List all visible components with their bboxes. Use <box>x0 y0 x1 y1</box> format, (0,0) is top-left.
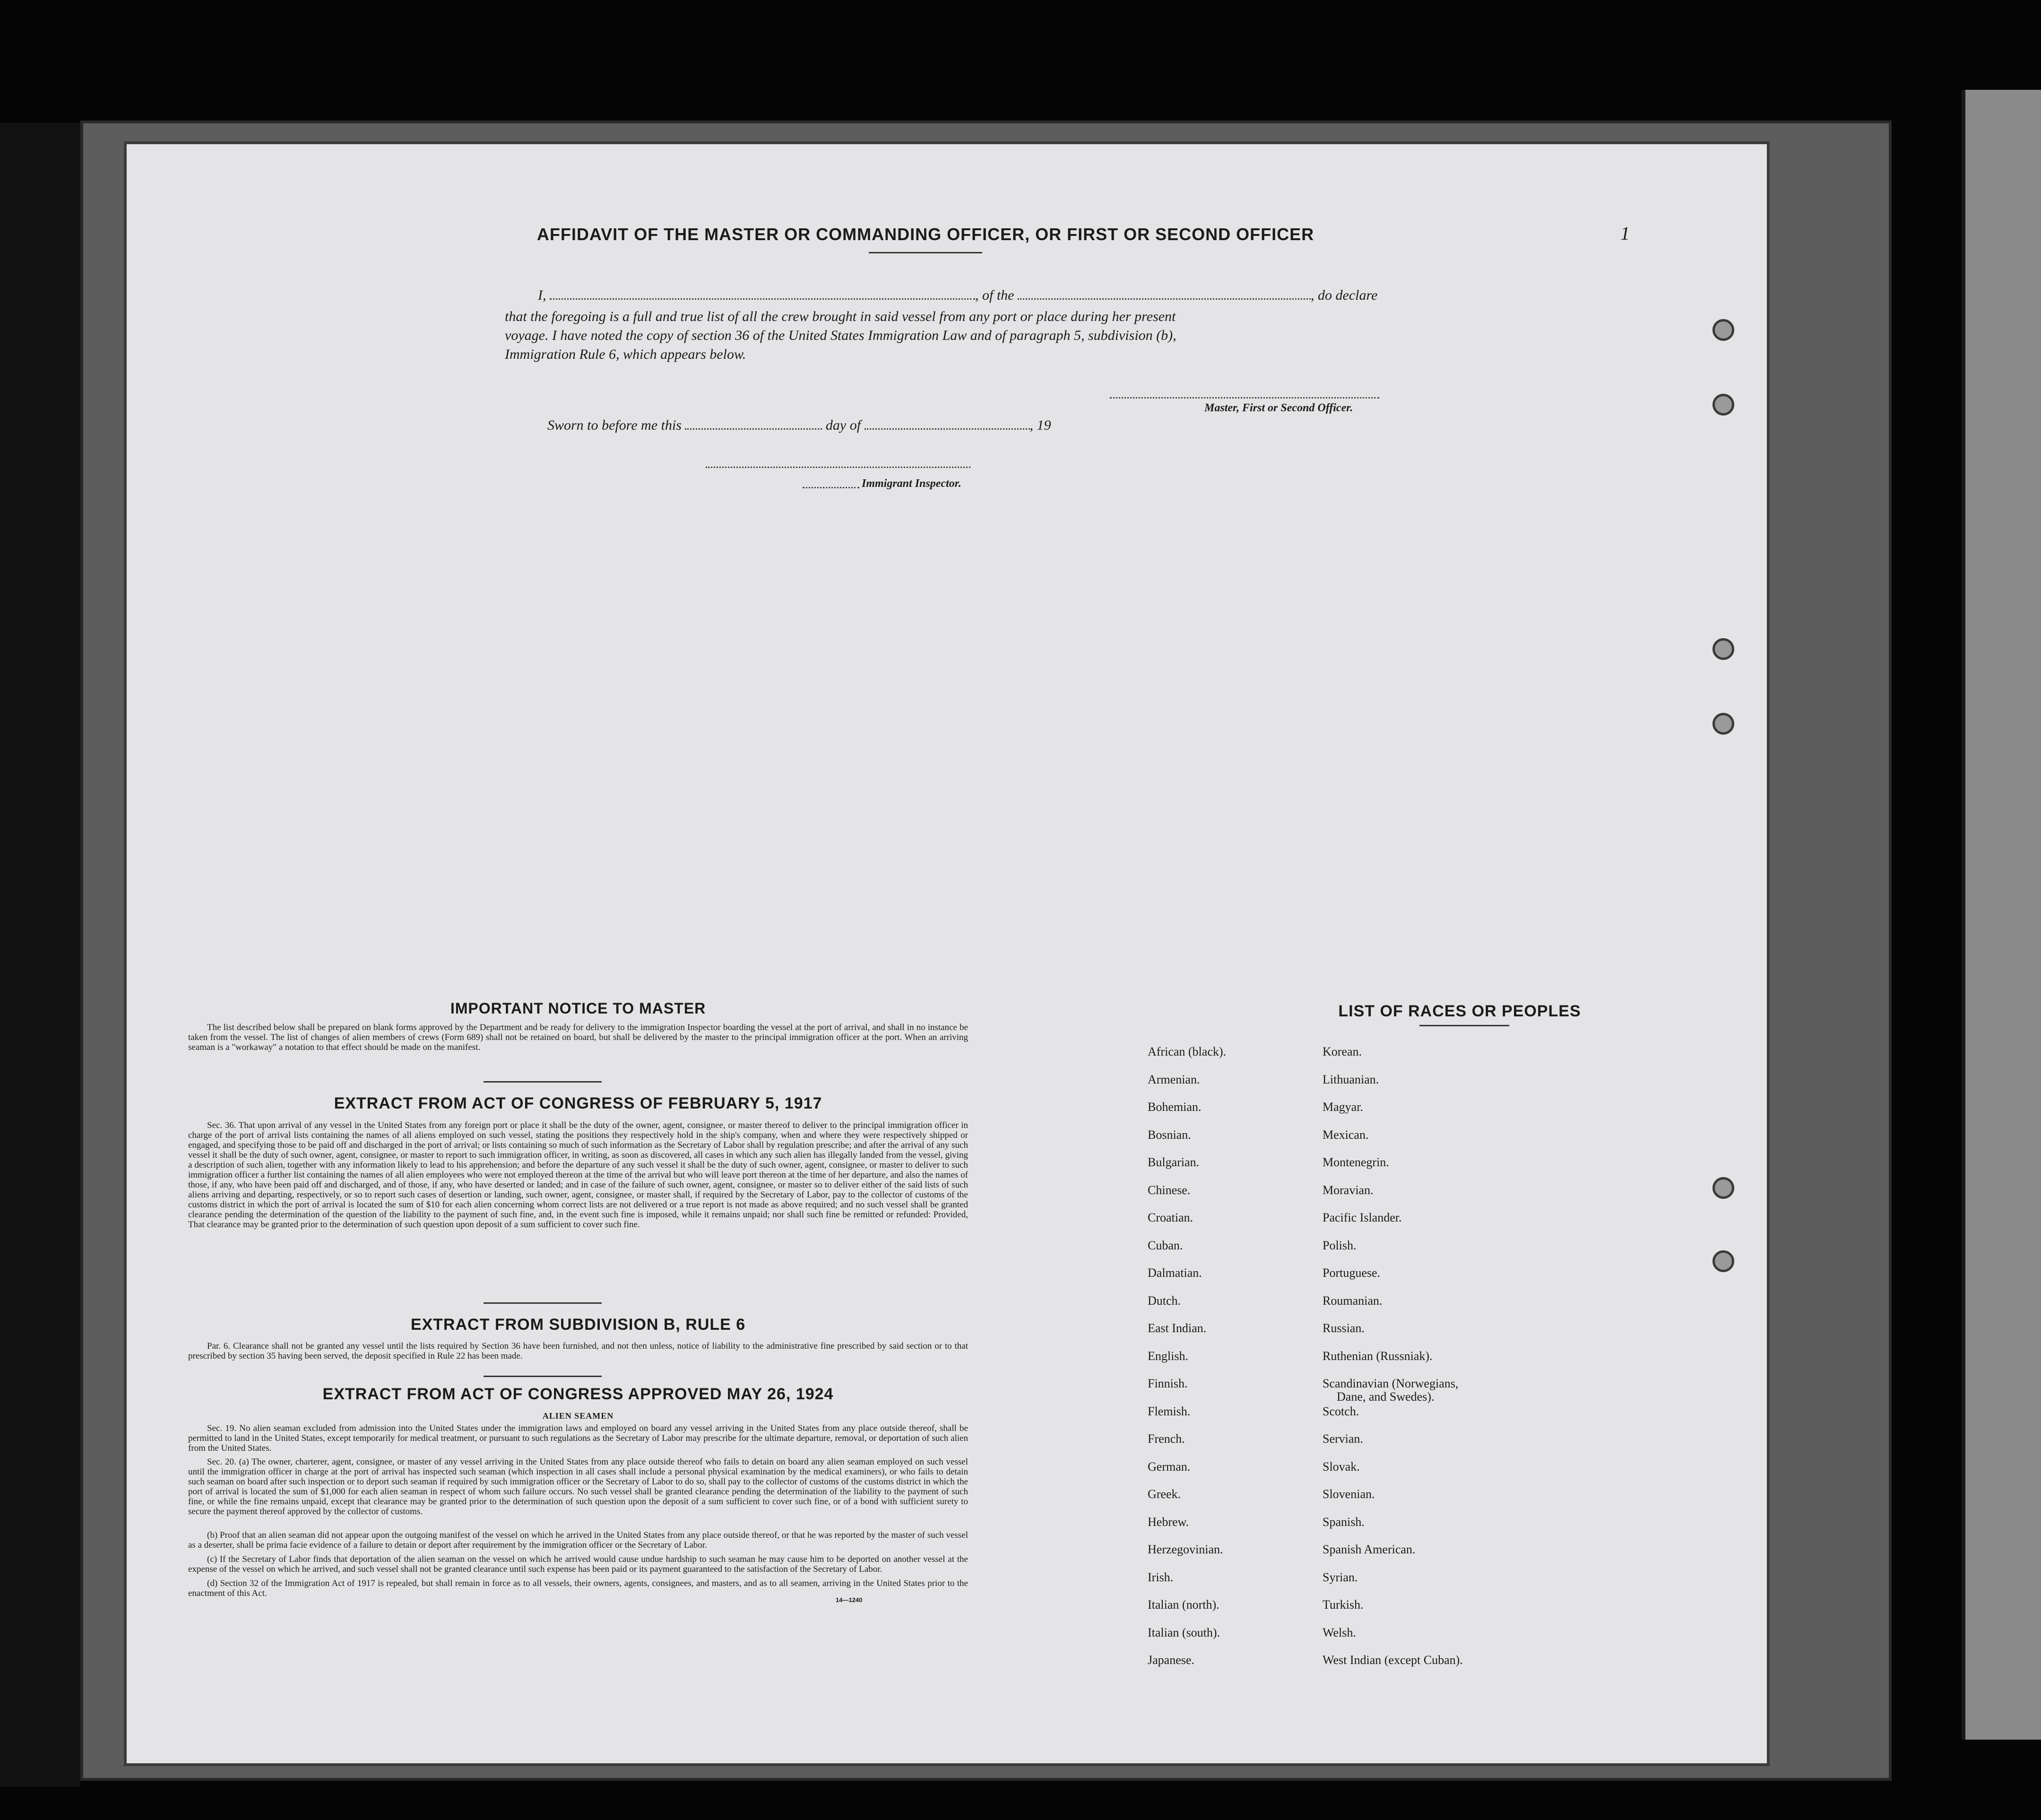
master-signature-label: Master, First or Second Officer. <box>1204 402 1353 414</box>
scanner-frame-left <box>0 123 80 1787</box>
extract-1917-text: Sec. 36. That upon arrival of any vessel in the United States from any foreign port or place it shall be the duty of the owner, agent, consignee, or master thereof to deliver to the principal immigration officer in charge of the port of arrival lists containing the names of all aliens employed on such vessel, stating the positions they respectively hold in the ship's company, when and where they were respectively shipped or engaged, and specifying those to be paid off and discharged in the port of arrival; or lists containing so much of such information as the Secretary of Labor shall by regulation prescribe; and after the arrival of any such vessel it shall be the duty of such owner, agent, consignee, or master to report to such immigration officer, in writing, as soon as discovered, all cases in which any such alien has illegally landed from the vessel, giving a description of such alien, together with any information likely to lead to his apprehension; and before the departure of any such vessel it shall be the duty of such owner, agent, consignee, or master to deliver to such immigration officer a further list containing the names of all alien employees who were not employed thereon at the time of the arrival but who will leave port thereon at the time of her departure, and also the names of those, if any, who have been paid off and discharged, and of those, if any, who have deserted or landed; and in case of the failure of such owner, agent, consignee, or master so to deliver either of the said lists of such aliens arriving and departing, respectively, or so to report such cases of desertion or landing, such owner, agent, consignee, or master shall, if required by the Secretary of Labor, pay to the collector of customs of the customs district in which the port of arrival is located the sum of $10 for each alien concerning whom correct lists are not delivered or a true report is not made as above required; and no such vessel shall be granted clearance pending the determination of the question of the liability to the payment of such fine, and, in the event such fine is imposed, while it remains unpaid; nor shall such fine be remitted or refunded: Provided, That clearance may be granted prior to the determination of such question upon deposit of a sum sufficient to cover such fine. <box>188 1120 968 1230</box>
declaration-line-2: that the foregoing is a full and true list of all the crew brought in said vessel from any port or place during her present <box>505 309 1176 324</box>
race-item: Montenegrin. <box>1323 1155 1389 1169</box>
race-item: Italian (south). <box>1148 1625 1220 1639</box>
race-item: Roumanian. <box>1323 1293 1383 1308</box>
declaration-line-1: I, , of the , do declare <box>538 287 1378 303</box>
punch-hole-icon <box>1712 1177 1734 1199</box>
punch-hole-icon <box>1712 638 1734 660</box>
sec20d-text: (d) Section 32 of the Immigration Act of 1917 is repealed, but shall remain in force as to all vessels, their owners, agents, consignees, and masters, and as to all seamen, arriving in the United States prior to the enactment of this Act. <box>188 1578 968 1598</box>
race-item: Croatian. <box>1148 1211 1193 1224</box>
notice-title: IMPORTANT NOTICE TO MASTER <box>450 1000 706 1017</box>
race-item: Irish. <box>1148 1570 1174 1584</box>
race-item: Flemish. <box>1148 1404 1191 1418</box>
race-item: Chinese. <box>1148 1183 1191 1197</box>
inspector-signature-label: Immigrant Inspector. <box>862 477 961 490</box>
race-item: Korean. <box>1323 1045 1362 1058</box>
race-item: Dutch. <box>1148 1293 1181 1308</box>
race-item: Scotch. <box>1323 1404 1359 1418</box>
section-rule <box>484 1376 602 1377</box>
inspector-signature-line[interactable] <box>706 467 970 468</box>
inspector-signature-lead <box>803 487 859 488</box>
race-item: Bulgarian. <box>1148 1155 1200 1169</box>
race-item: Finnish. <box>1148 1377 1188 1390</box>
form-number: 14—1240 <box>836 1596 863 1603</box>
race-item: Herzegovinian. <box>1148 1543 1223 1556</box>
declaration-line-3: voyage. I have noted the copy of section 36 of the United States Immigration Law and of paragraph 5, subdivision (b), <box>505 328 1176 343</box>
race-item: African (black). <box>1148 1045 1227 1058</box>
race-item: Japanese. <box>1148 1653 1194 1667</box>
adjacent-sheet-edge <box>1962 90 2041 1740</box>
race-item: English. <box>1148 1349 1188 1363</box>
race-item: Polish. <box>1323 1238 1357 1252</box>
extract-1917-title: EXTRACT FROM ACT OF CONGRESS OF FEBRUARY 5, 1917 <box>334 1094 822 1112</box>
master-signature-line[interactable] <box>1110 397 1379 399</box>
race-item: West Indian (except Cuban). <box>1323 1653 1463 1667</box>
section-rule <box>484 1302 602 1304</box>
sworn-month-field[interactable] <box>865 426 1030 430</box>
race-item: Italian (north). <box>1148 1598 1219 1612</box>
races-title: LIST OF RACES OR PEOPLES <box>1338 1002 1581 1020</box>
race-item: Ruthenian (Russniak). <box>1323 1349 1433 1363</box>
race-item: Cuban. <box>1148 1238 1183 1252</box>
document-page <box>127 144 1767 1763</box>
race-item: Slovenian. <box>1323 1487 1375 1501</box>
race-item: Russian. <box>1323 1321 1365 1335</box>
alien-seamen-heading: ALIEN SEAMEN <box>542 1411 614 1421</box>
race-item: Syrian. <box>1323 1570 1358 1584</box>
punch-hole-icon <box>1712 319 1734 341</box>
race-item: Portuguese. <box>1323 1266 1381 1280</box>
race-item: Bosnian. <box>1148 1127 1191 1142</box>
extract-1924-title: EXTRACT FROM ACT OF CONGRESS APPROVED MAY 26, 1924 <box>322 1385 834 1403</box>
extract-rule6-title: EXTRACT FROM SUBDIVISION B, RULE 6 <box>410 1316 746 1334</box>
sec20c-text: (c) If the Secretary of Labor finds that deportation of the alien seaman on the vessel on which he arrived would cause undue hardship to such seaman he may cause him to be deported on another vessel at the expense of the vessel on which he arrived, and such vessel shall not be granted clearance until such expense has been paid or its payment guaranteed to the satisfaction of the Secretary of Labor. <box>188 1554 968 1574</box>
race-item: Servian. <box>1323 1432 1363 1446</box>
race-item: Moravian. <box>1323 1183 1374 1197</box>
race-item: German. <box>1148 1459 1191 1473</box>
sec20b-text: (b) Proof that an alien seaman did not appear upon the outgoing manifest of the vessel on which he arrived in the United States from any place outside thereof, or that he was reported by the master of such vessel as a deserter, shall be prima facie evidence of a failure to detain or deport after requirement by the immigration officer or the Secretary of Labor. <box>188 1530 968 1550</box>
section-rule <box>484 1081 602 1083</box>
race-item: Turkish. <box>1323 1598 1364 1612</box>
race-item: Dane, and Swedes). <box>1337 1390 1435 1404</box>
race-item: Magyar. <box>1323 1100 1363 1114</box>
race-item: Hebrew. <box>1148 1515 1189 1529</box>
race-item: French. <box>1148 1432 1185 1446</box>
race-item: Slovak. <box>1323 1459 1360 1473</box>
race-item: Armenian. <box>1148 1072 1200 1086</box>
race-item: Pacific Islander. <box>1323 1211 1402 1224</box>
sec19-text: Sec. 19. No alien seaman excluded from admission into the United States under the immigration laws and employed on board any vessel arriving in the United States from any place outside thereof, shall be permitted to land in the United States, except temporarily for medical treatment, or pursuant to such regulations as the Secretary of Labor may prescribe for the ultimate departure, removal, or deportation of such alien from the United States. <box>188 1423 968 1453</box>
race-item: Dalmatian. <box>1148 1266 1202 1280</box>
race-item: East Indian. <box>1148 1321 1207 1335</box>
affidavit-title: AFFIDAVIT OF THE MASTER OR COMMANDING OFFICER, OR FIRST OR SECOND OFFICER <box>536 225 1315 244</box>
page-number: 1 <box>1620 223 1630 244</box>
extract-rule6-text: Par. 6. Clearance shall not be granted any vessel until the lists required by Section 36 have been furnished, and not then unless, notice of liability to the administrative fine prescribed by said section or to that prescribed by section 35 having been served, the deposit specified in Rule 22 has been made. <box>188 1341 968 1361</box>
race-item: Spanish. <box>1323 1515 1365 1529</box>
name-blank-field[interactable] <box>550 296 975 300</box>
vessel-blank-field[interactable] <box>1018 296 1311 300</box>
sworn-day-field[interactable] <box>685 426 822 430</box>
declaration-line-4: Immigration Rule 6, which appears below. <box>505 347 746 362</box>
title-rule <box>869 252 982 253</box>
sec20a-text: Sec. 20. (a) The owner, charterer, agent, consignee, or master of any vessel arriving in the United States from any place outside thereof who fails to detain on board any alien seaman employed on such vessel until the immigration officer in charge at the port of arrival has inspected such seaman (which inspection in all cases shall include a personal physical examination by the medical examiners), or who fails to detain such seaman on board after such inspection or to deport such seaman if required by such immigration officer or the Secretary of Labor to do so, shall pay to the collector of customs of the customs district in which the port of arrival is located the sum of $1,000 for each alien seaman in respect of whom such failure occurs. No such vessel shall be granted clearance pending the determination of the liability to the payment of such fine, or while the fine remains unpaid, except that clearance may be granted prior to the determination of such question upon the deposit of a sum sufficient to cover such fine, or of a bond with sufficient surety to secure the payment thereof approved by the collector of customs. <box>188 1457 968 1517</box>
race-item: Greek. <box>1148 1487 1181 1501</box>
races-rule <box>1419 1025 1509 1026</box>
sworn-line: Sworn to before me this day of , 19 <box>547 417 1051 433</box>
race-item: Bohemian. <box>1148 1100 1202 1114</box>
punch-hole-icon <box>1712 1250 1734 1272</box>
race-item: Welsh. <box>1323 1625 1356 1639</box>
race-item: Scandinavian (Norwegians, <box>1323 1377 1459 1390</box>
race-item: Mexican. <box>1323 1127 1369 1142</box>
punch-hole-icon <box>1712 394 1734 416</box>
race-item: Spanish American. <box>1323 1543 1416 1556</box>
notice-text: The list described below shall be prepared on blank forms approved by the Department and be ready for delivery to the immigration Inspector boarding the vessel at the port of arrival, and shall in no instance be taken from the vessel. The list of changes of alien members of crews (Form 689) shall not be retained on board, but shall be delivered by the master to the principal immigration officer at the port. When an arriving seaman is a "workaway" a notation to that effect should be made on the manifest. <box>188 1023 968 1052</box>
punch-hole-icon <box>1712 713 1734 735</box>
race-item: Lithuanian. <box>1323 1072 1379 1086</box>
